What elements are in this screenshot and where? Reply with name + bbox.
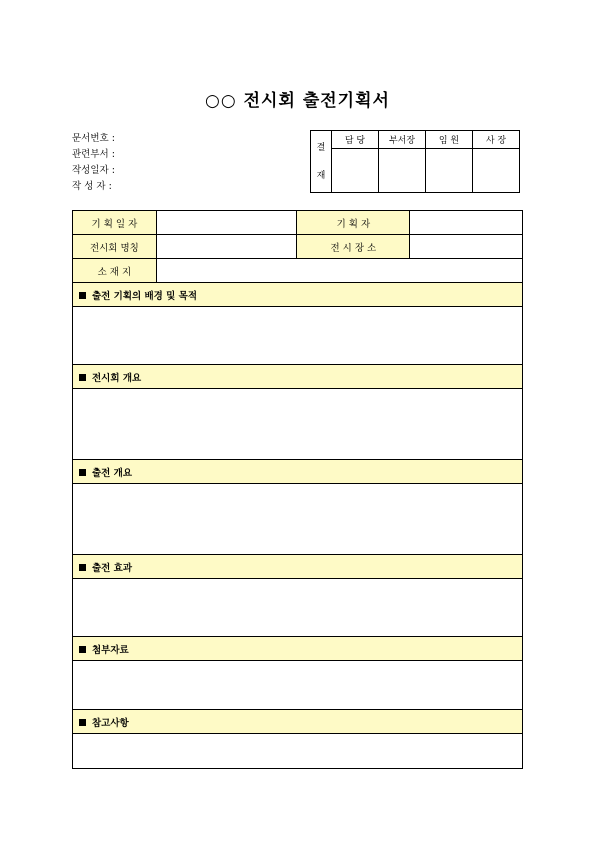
date-row xyxy=(72,163,115,179)
sign-box-staff[interactable] xyxy=(332,149,379,193)
approval-side-label xyxy=(311,131,332,193)
author-label: 작 성 자 : xyxy=(72,181,112,192)
approval-col-staff: 담 당 xyxy=(332,131,379,149)
section-title: 출전 기획의 배경 및 목적 xyxy=(92,290,197,302)
square-bullet-icon xyxy=(79,719,86,726)
section-title: 출전 효과 xyxy=(92,562,133,574)
doc-number-label: 문서번호 : xyxy=(72,133,115,144)
exhibition-place-field[interactable] xyxy=(410,235,523,259)
section-body-attachments[interactable] xyxy=(73,661,523,710)
square-bullet-icon xyxy=(79,374,86,381)
approval-side-2: 재 xyxy=(316,170,326,181)
planner-label: 기 획 자 xyxy=(297,211,410,235)
author-row xyxy=(72,179,115,195)
exhibition-name-field[interactable] xyxy=(156,235,297,259)
location-field[interactable] xyxy=(156,259,522,283)
square-bullet-icon xyxy=(79,646,86,653)
section-header-effect xyxy=(73,555,523,579)
location-label: 소 재 지 xyxy=(73,259,157,283)
document-meta xyxy=(72,131,115,195)
section-body-notes[interactable] xyxy=(73,734,523,769)
square-bullet-icon xyxy=(79,292,86,299)
approval-table xyxy=(310,130,520,193)
planning-form xyxy=(72,210,523,769)
section-body-participation[interactable] xyxy=(73,484,523,555)
square-bullet-icon xyxy=(79,469,86,476)
approval-col-executive: 임 원 xyxy=(426,131,473,149)
section-title: 출전 개요 xyxy=(92,467,133,479)
sign-box-executive[interactable] xyxy=(426,149,473,193)
planning-date-label: 기 획 일 자 xyxy=(73,211,157,235)
section-body-effect[interactable] xyxy=(73,579,523,637)
section-header-overview xyxy=(73,365,523,389)
section-header-participation xyxy=(73,460,523,484)
section-title: 전시회 개요 xyxy=(92,372,142,384)
section-title: 첨부자료 xyxy=(92,644,129,656)
square-bullet-icon xyxy=(79,564,86,571)
department-label: 관련부서 : xyxy=(72,149,115,160)
planner-field[interactable] xyxy=(410,211,523,235)
section-header-notes xyxy=(73,710,523,734)
sign-box-manager[interactable] xyxy=(379,149,426,193)
date-label: 작성일자 : xyxy=(72,165,115,176)
section-header-background xyxy=(73,283,523,307)
planning-date-field[interactable] xyxy=(156,211,297,235)
sign-box-ceo[interactable] xyxy=(473,149,520,193)
exhibition-place-label: 전 시 장 소 xyxy=(297,235,410,259)
section-body-overview[interactable] xyxy=(73,389,523,460)
section-header-attachments xyxy=(73,637,523,661)
document-title: ○○ 전시회 출전기획서 xyxy=(205,91,390,111)
section-body-background[interactable] xyxy=(73,307,523,365)
section-title: 참고사항 xyxy=(92,717,129,729)
department-row xyxy=(72,147,115,163)
approval-side-1: 결 xyxy=(316,142,326,153)
exhibition-name-label: 전시회 명칭 xyxy=(73,235,157,259)
doc-number-row xyxy=(72,131,115,147)
approval-col-manager: 부서장 xyxy=(379,131,426,149)
approval-col-ceo: 사 장 xyxy=(473,131,520,149)
